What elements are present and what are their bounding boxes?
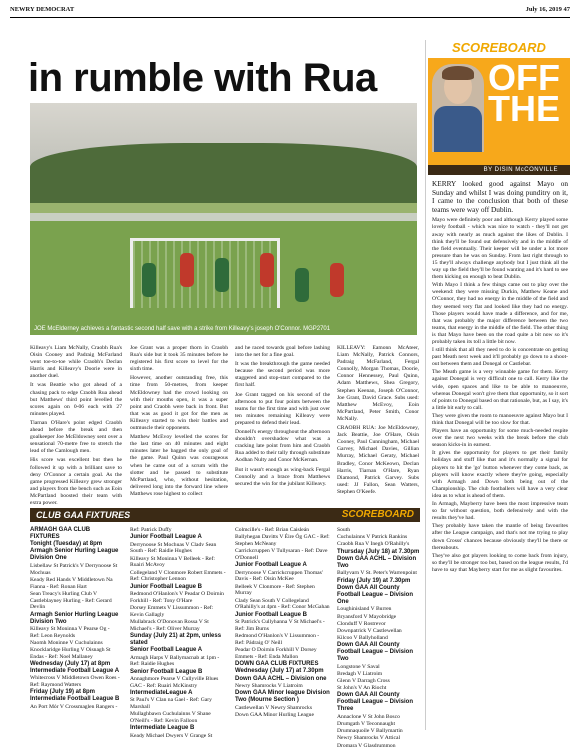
columnist-body — [434, 106, 482, 152]
fixture-line: Castlewellan V Newry Shamrocks — [235, 704, 313, 711]
article-paragraph: Joe Grant was a proper thorn in Craobh Rua's side but it took 35 minutes before he registered his first score to level for the sixth time. — [130, 345, 228, 373]
fixture-line: Belleek V Clonmore - Ref: Stephen Murray — [235, 583, 315, 597]
fixture-line: Knocklaridge Hurling V Oisnagh St Endas - Ref: Noel Mallaney — [30, 647, 111, 660]
article-paragraph: and he raced towards goal before lashing into the net for a fine goal. — [235, 345, 330, 359]
column-paragraph: They've also got players looking to come back from injury, so they'll be stronger too but, based on the league results, I'd have to say that Mayberry start for me as slight favourites. — [432, 552, 568, 573]
column-lead: KERRY looked good against Mayo on Sunday and whilst I was doing punditry on it, I came to the conclusion that both of these teams were way off Dublin. — [432, 179, 568, 214]
fixture-line: Bryansford V Mayobridge — [337, 613, 397, 620]
fixture-line: Redmond O'Hanlon's V Lissummon - Ref: Pádraig O' Neill — [235, 632, 320, 646]
team-lineups — [337, 345, 419, 498]
fixture-line: South — [337, 527, 351, 533]
fixture-line: Clady Sean South V Collegeland O'Rahilly's at 4pm - Ref: Conor McGahan — [235, 597, 330, 611]
match-photo — [30, 103, 417, 335]
article-paragraph: Joe Grant tagged on his second of the afternoon to put four points between the teams for the first time and with just over ten minutes remaining Killeavy were prepared to defend their lead. — [235, 391, 330, 426]
masthead — [10, 6, 570, 16]
date-page: July 16, 2019 47 — [525, 6, 570, 13]
column-paragraph: With Mayo I think a few things came out to play over the weekend: they were missing Durkin, Matthew Keane and O'Connor, they had no energy in the middle of the field and they seemed very flat and looked like they had no energy. Those players would have made a difference, and for me, that was probably the major difference between the two teams, that energy in the middle of the field. The other thing is that Mayo have been on the road quite a bit now so it's probably taken its toll a little bit now. — [432, 282, 568, 345]
fixture-line: Dorsey Emmets V Lissummon - Ref: Kevin Gallagly — [130, 604, 214, 618]
fixture-line: Clonduff V Rostrevor — [337, 620, 386, 627]
killeavy-lineup: KILLEAVY: Eamonn McAteer, Liam McNally, Patrick Connors, Padraig McFarland, Fergal Connolly, Morgan Thomas, Doorie, Connor Hennessey, Paul Quinn, Adam Matthews, Shea Gregory, Stephen Keenan, Joseph O'Connor, Joe Grant, David Grace. Subs used: Matthew McEvoy, Eoin McPartland, Peter Smith, Conor McNally. — [337, 345, 419, 422]
fixture-line: St Patrick's Cullyhanna V St Michael's - Ref: Jim Burns — [235, 618, 325, 632]
fixture-heading: Down GAA All County Football League – Division One — [337, 584, 414, 605]
fixture-line: Keady Red Hands V Middletown Na Fianna - Ref: Ronan Hart — [30, 576, 113, 590]
fixture-line: Ballyvarn V St. Peter's Warrenpoint — [337, 570, 417, 577]
fixture-line: Lisbellaw St Patrick's V Derrynoose St Mochuas — [30, 562, 118, 576]
fixtures-column-2 — [130, 527, 228, 740]
fixture-line: Annaghmore Pearse V Cullyville Blues GAC - Ref: Ruairi McKinstry — [130, 676, 219, 689]
fixture-heading: Junior Football League A — [235, 562, 307, 569]
fixture-line: Collegeland V Clonmore Robert Emmets - Ref: Christopher Lennon — [130, 569, 226, 583]
fixture-line: Longstone V Saval — [337, 663, 380, 670]
column-paragraph: It gives the opportunity for players to get their family holidays and stuff like that and it's normally a signal for players to hit the 'go' button whenever they come back, as players will know exactly where they're going, especially with Armagh and Down both being out of the Championship. The club footballers will have a very clear idea as to what is ahead of them. — [432, 450, 568, 499]
fixture-heading: Junior Football League B — [130, 583, 203, 590]
fixture-line: Naomh Moninne V Cuchulainns — [30, 639, 103, 646]
player-figure — [295, 268, 309, 302]
fixture-heading: IntermediateLeague A — [130, 690, 193, 697]
fixture-line: Whitecross V Middletown Owen Roes - Ref: Raymond Watters — [30, 675, 120, 689]
fixture-heading: Down GAA All County Football League – Division Two — [337, 642, 414, 663]
columnist-byline: BY DISIN McCONVILLE — [428, 165, 570, 175]
fixture-heading: DOWN GAA CLUB FIXTURES — [235, 660, 319, 667]
article-paragraph: Matthew McEvoy levelled the scores for the last time on 40 minutes and eight minutes later he bagged the only goal of the game. Paul Quinn was courageous when he came out of a scrum with the slotter and he passed to substitute McPartland, who, without hesitation, delivered long into the forward line where Matthews rose highest to collect — [130, 434, 228, 497]
column-paragraph: Players have an opportunity for some much-needed respite over the next two weeks with the break before the club season kicks-in in earnest. — [432, 428, 568, 449]
fixture-line: Carrickcruppen V Tullysaran - Ref: Dave O'Donnell — [235, 548, 328, 561]
fixture-line: St John's V An Riocht — [337, 685, 387, 692]
fixture-line: Ref: Patrick Duffy — [130, 527, 172, 533]
fixtures-column-1 — [30, 527, 120, 711]
fixture-line: Killeavy St Moninna V Pearse Og - Ref: Leon Reynolds — [30, 625, 110, 639]
column-paragraph: Mayo were definitely poor and although Kerry played some lovely football - which was nice to watch - they'll not get away with nearly as much against the likes of Dublin. I think they'll be found out defensively and in the middle of the field eventually. Their keeper will be under a lot more pressure than he was on Sunday. From last right through to 15 they'll always challenge anybody but I just think all the way up the field they'll be found wanting and it's hard to see them kicking on enough to beat Dublin. — [432, 217, 568, 281]
fixture-line: Craobh Rua V Inegh O'Rahilly's — [337, 541, 410, 548]
fixture-line: Mullaghbawn Cuchulainns V Shane O'Neill's - Ref: Kevin Falloon — [130, 711, 211, 725]
masthead-rule — [10, 17, 570, 18]
fixture-line: St Paul's V Clan na Gael - Ref: Gary Marshall — [130, 697, 212, 711]
fixture-line: An Port Mór V Crossmaglen Rangers - — [30, 703, 118, 710]
fixture-line: Downpatrick V Castlewellan — [337, 627, 402, 634]
photo-trees — [30, 143, 417, 203]
headline: in rumble with Rua — [28, 56, 377, 100]
fixture-heading: Friday (July 19) at 8pm Intermediate Football League B — [30, 689, 120, 703]
fixture-heading: Junior Football League B — [235, 611, 308, 618]
fixtures-scoreboard-logo — [342, 509, 414, 520]
player-figure — [142, 263, 156, 297]
fixture-line: Redmond O'Hanlon's V Peadar O Doirnin Forkhill - Ref: Tony O'Hare — [130, 590, 224, 604]
paper-name: NEWRY DEMOCRAT — [10, 6, 75, 13]
fixture-heading: Senior Football League B — [130, 668, 203, 675]
fixture-heading: Wednesday (July 17) at 8pm Intermediate Football League A — [30, 661, 120, 675]
columnist-hair — [442, 66, 474, 80]
fixture-heading: Tonight (Tuesday) at 8pm Armagh Senior Hurling League Division One — [30, 541, 119, 562]
title-line: OFF — [488, 57, 560, 98]
fixture-line: Ballyhegan Davitts V Éire Óg GAC - Ref: Stephen McNeany — [235, 534, 330, 547]
fixture-heading: Thursday (July 18) at 7.30pm — [337, 548, 420, 555]
column-article — [432, 180, 568, 575]
article-column-3 — [235, 345, 330, 490]
fixture-heading: Sunday (July 21) at 2pm, unless stated — [130, 632, 222, 646]
column-divider — [425, 40, 426, 730]
fixtures-label: CLUB GAA FIXTURES — [36, 510, 131, 520]
fixture-heading: Junior Football League A — [130, 534, 202, 541]
fixtures-column-3 — [235, 527, 330, 719]
fixture-line: Newry Shamrocks V Liatroim — [235, 683, 303, 690]
fixture-line: Drumgath V Teconnaught — [337, 720, 396, 727]
column-paragraph: They were given the room to manoeuvre against Mayo but I think that Donegal will be too slow for that. — [432, 412, 568, 426]
column-paragraph: They probably have taken the mantle of being favourites after the League campaign, and that's not me trying to play down Crosss' chances because obviously they'll be there or thereabouts. — [432, 523, 568, 551]
fixture-line: Peadar O Doirnin Forkhill V Dorsey Emmets - Ref: Enda Mallon — [235, 646, 317, 660]
article-column-2 — [130, 345, 228, 500]
article-paragraph: Killeavy's Liam McNally, Craobh Rua's Oisin Cooney and Padraig McFarland went toe-to-toe while Craobh's Declan Harris and Killeavy's Doorie were in another duel. — [30, 345, 122, 380]
fixtures-logo-text: SCOREBOARD — [341, 509, 414, 520]
fixture-line: Keady Michael Dwyers V Grange St — [130, 732, 213, 739]
photo-fence — [30, 213, 417, 221]
columnist-photo — [432, 64, 484, 152]
fixture-line: Derrynoose V Carrickcruppen Thomas' Davis - Ref: Oisin McKee — [235, 569, 323, 583]
off-the-record-title — [488, 57, 570, 129]
fixture-line: Kilcoo V Ballyholland — [337, 635, 388, 642]
article-paragraph: However, another outstanding free, this time from 50-metres, from keeper McEldowney had the crowd looking on with their mouths open, it was a super point and Craobh were back in front. But that was as good it got for the men as Killeavy started to win their battles and outmuscle their opponents. — [130, 375, 228, 432]
fixture-heading: Senior Football League A — [130, 647, 203, 654]
fixture-line: Derrynoose St Mochuas V Cladv Sean South - Ref: Raidie Hughes — [130, 541, 217, 555]
article-paragraph: It was Beattie who got ahead of a chasing pack to edge Craobh Rua ahead but Matthews' third point levelled the scores again on 0-06 each with 27 minutes played. — [30, 382, 122, 417]
fixture-heading: Friday (July 19) at 7.30pm — [337, 577, 411, 584]
fixture-line: Colmcille's - Ref: Brian Caisleán — [235, 527, 310, 533]
column-paragraph: The Meath game is a very winnable game for them. Kerry against Donegal is very difficult one to call. Kerry like the wide, open spaces and like to be able to manoeuvre, whereas Donegal won't give them that opportunity, so it sort of points to Donegal based on that rationale, but, as I say, it's a little bit early to call. — [432, 369, 568, 411]
fixture-line: Down GAA Minor Hurling League — [235, 711, 314, 718]
fixtures-column-4 — [337, 527, 422, 750]
title-line: THE — [488, 88, 560, 129]
fixture-line: Annaclone V St John Bosco — [337, 713, 400, 720]
fixture-heading: Down GAA Minor league Division Two (Mourne Section ) — [235, 690, 330, 704]
player-figure — [180, 253, 194, 287]
scoreboard-logo-text: SCOREBOARD — [452, 40, 546, 55]
fixture-line: Drumnaquoile V Ballymartin — [337, 728, 403, 735]
fixture-heading: Down GAA All County Football League – Division Three — [337, 692, 414, 713]
fixture-heading: Armagh Senior Hurling League Division Two — [30, 611, 119, 625]
fixture-line: Sean Treacy's Hurling Club V Castleblayney Hurling - Ref: Gerard Devlin — [30, 590, 112, 611]
photo-caption: JOE McElderney achieves a fantastic second half save with a strike from Killeavy's joseph O'Connor. MGP2701 — [34, 326, 331, 332]
article-paragraph: But it wasn't enough as wing-back Fergal Connolly and a brace from Matthews secured the win for the jubilant Killeavy. — [235, 466, 330, 487]
article-column-1 — [30, 345, 122, 509]
article-paragraph: Tiarnan O'Hare's point edged Craobh ahead before the break and then goalkeeper Joe McEldowney sent over a sensational 70-metre free to stretch the lead of the Camlough men. — [30, 419, 122, 455]
fixture-line: Armagh Harps V Ballymacnab at 1pm - Ref: Raidie Hughes — [130, 654, 220, 668]
article-paragraph: It was the breakthrough the game needed because the second period was more staggered and stop-start compared to the first half. — [235, 361, 330, 389]
fixture-heading: Wednesday (July 17) at 7.30pm — [235, 668, 324, 675]
column-paragraph: In Armagh, Mayberry have been the most impressive team so far without question, both defensively and with the results they've had. — [432, 501, 568, 522]
fixture-line: Glenn V Darragh Cross — [337, 678, 390, 685]
player-figure — [215, 258, 229, 292]
fixture-line: Newry Shamrocks V Attical — [337, 735, 401, 742]
scoreboard-logo — [452, 40, 570, 56]
article-paragraph: His score was excellent but then he followed it up with a brilliant save to deny O'Connor a certain goal. As the game progressed Killeavy grew stronger and players from the bench such as Eoin McPartland boosted their team with extra power. — [30, 457, 122, 506]
player-figure — [330, 263, 344, 297]
fixture-line: Mullabrack O'Donovan Rossa V St Michael's - Ref: Oliver Murray — [130, 618, 209, 632]
fixture-line: Bredagh V Liatroim — [337, 670, 383, 677]
fixture-heading: Down GAA ACHL – Division Two — [337, 555, 417, 569]
fixture-heading: ARMAGH GAA CLUB FIXTURES — [30, 527, 91, 540]
article-paragraph: Donnell's energy throughout the afternoon shouldn't overshadow what was a cracking late point from him and Craobh Rua added to their tally through substitute Aodhan Nulty and Conor McKernan. — [235, 429, 330, 464]
club-gaa-fixtures-bar — [30, 508, 420, 522]
fixture-line: Dromara V Glasdrummon — [337, 742, 396, 749]
player-figure — [260, 253, 274, 287]
craobh-rua-lineup: CRAOBH RUA: Joe McEldowney, Jack Beattie, Joe O'Hare, Oisin Cooney, Paul Cunningham, Michael Garvey, Michael Davies, Gillian Murray, Michael Geraty, Michael Bradley, Conor McKeown, Declan Harris, Tiarnan O'Hare, Ryan Diamond, Patrick Garvey. Subs used: JJ Fallon, Sean Watters, Stephen O'Keefe. — [337, 425, 419, 495]
fixture-line: Cuchulainns V Patrick Rankins — [337, 534, 408, 541]
column-paragraph: I still think that all they need to do is concentrate on getting past Meath next week and it'll probably go down to a shoot-out between them and Donegal or Castlebar. — [432, 347, 568, 368]
fixture-heading: Down GAA ACHL – Division one — [235, 675, 327, 682]
fixture-line: Loughinisland V Burren — [337, 606, 392, 613]
fixture-line: Killeavy St Moninna V Belleek - Ref: Ruairi McAvoy — [130, 555, 215, 569]
fixture-heading: Intermediate League B — [130, 725, 195, 732]
